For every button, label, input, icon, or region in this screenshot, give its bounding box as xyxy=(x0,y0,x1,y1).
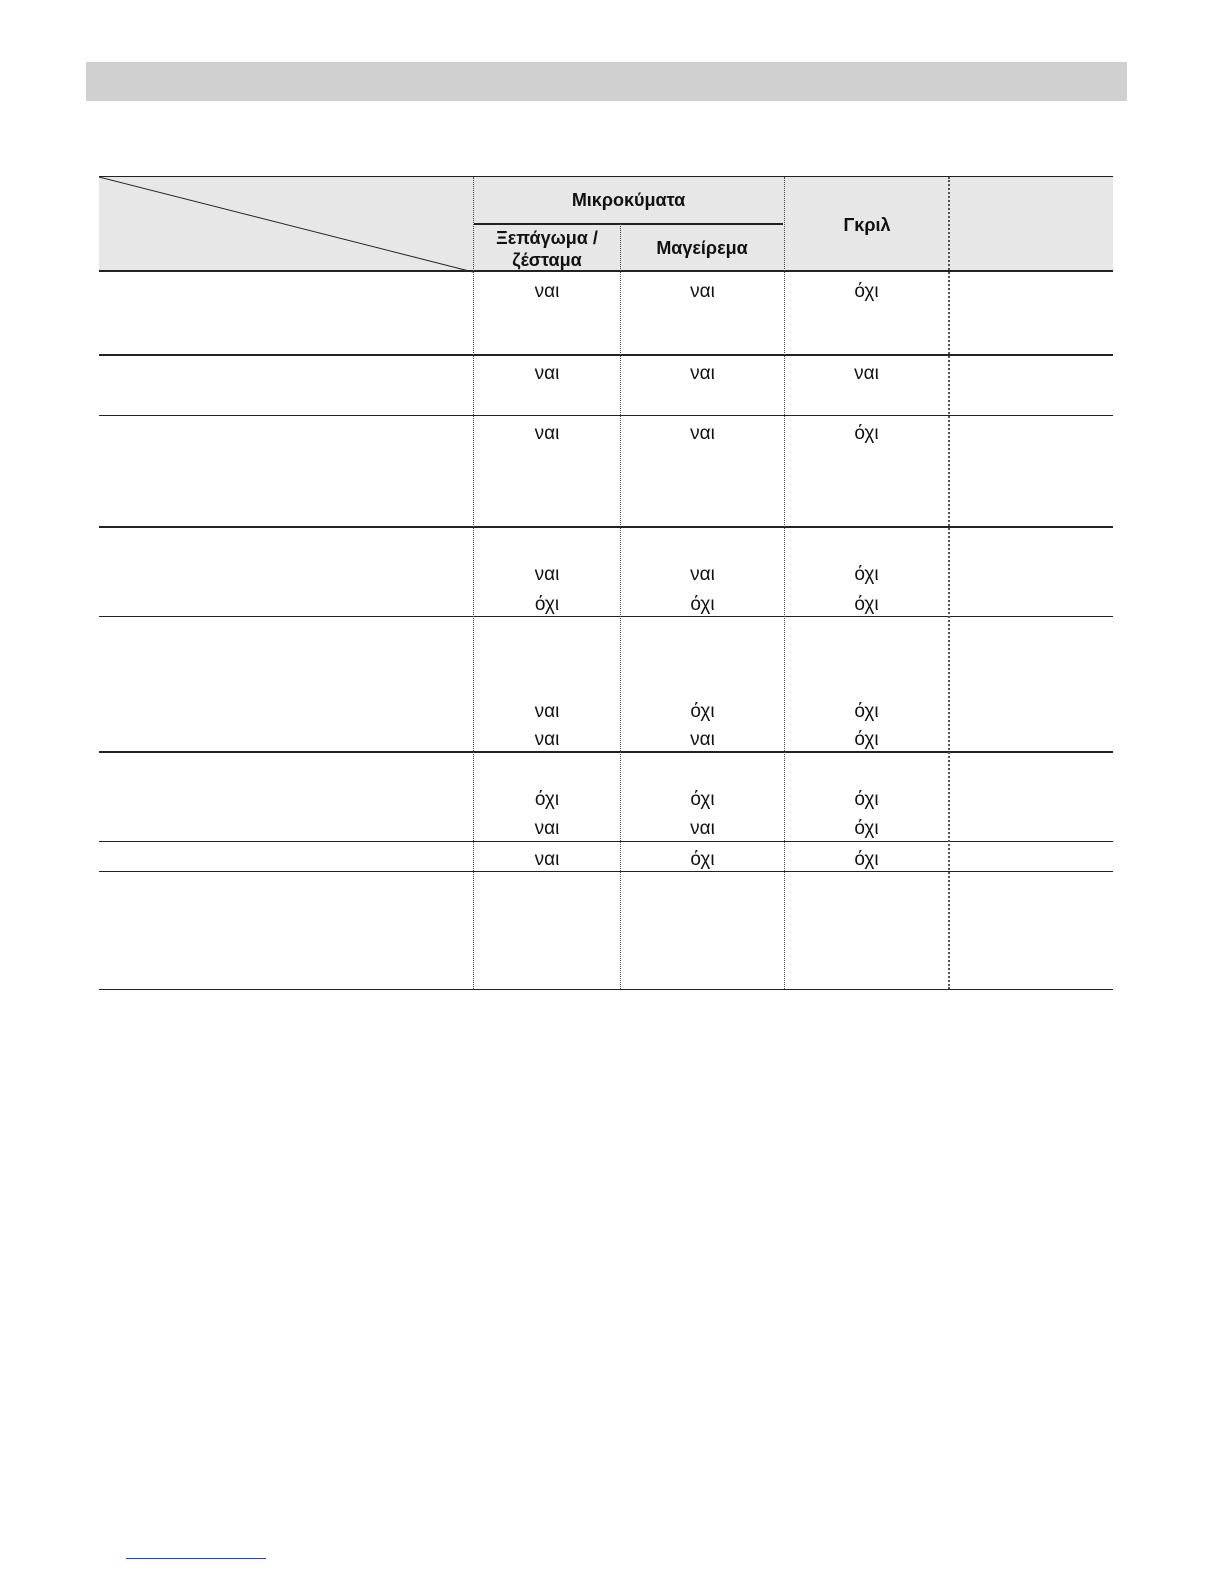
cell-cooking: ναι xyxy=(690,281,715,302)
cell-cooking: ναι xyxy=(690,729,715,750)
header-defrost-reheat: Ξεπάγωμα / ζέσταμα xyxy=(496,228,598,270)
footnote-rule xyxy=(126,1558,266,1559)
cell-defrost: όχι xyxy=(534,594,560,615)
header-microwave-group: Μικροκύματα xyxy=(571,190,686,210)
section-header-band xyxy=(86,62,1127,101)
row-divider xyxy=(99,526,1113,528)
table-bottom-border xyxy=(99,989,1113,990)
cell-cooking: όχι xyxy=(690,789,715,810)
cell-defrost: ναι xyxy=(534,818,560,839)
cell-cooking: όχι xyxy=(690,594,715,615)
header-bottom-border xyxy=(99,270,1113,272)
cell-cooking: ναι xyxy=(690,363,715,384)
cell-defrost: ναι xyxy=(534,701,560,722)
cell-grill: όχι xyxy=(854,423,879,444)
header-diagonal-divider xyxy=(99,177,475,273)
row-divider xyxy=(99,415,1113,416)
cell-defrost: ναι xyxy=(534,729,560,750)
cell-grill: ναι xyxy=(854,363,879,384)
cell-grill: όχι xyxy=(854,281,879,302)
cell-grill: όχι xyxy=(854,789,879,810)
cell-grill: όχι xyxy=(854,729,879,750)
column-divider xyxy=(948,177,950,989)
table-top-border xyxy=(99,176,1113,177)
cell-defrost: ναι xyxy=(534,849,560,870)
cell-defrost: ναι xyxy=(534,363,560,384)
row-divider xyxy=(99,841,1113,842)
header-sub-divider xyxy=(474,223,783,225)
cell-grill: όχι xyxy=(854,849,879,870)
header-cooking: Μαγείρεμα xyxy=(656,238,748,258)
cell-grill: όχι xyxy=(854,594,879,615)
cell-defrost: ναι xyxy=(534,564,560,585)
row-divider xyxy=(99,871,1113,872)
cell-grill: όχι xyxy=(854,564,879,585)
cell-cooking: όχι xyxy=(690,701,715,722)
cell-cooking: όχι xyxy=(690,849,715,870)
cell-grill: όχι xyxy=(854,701,879,722)
row-divider xyxy=(99,616,1113,617)
cell-cooking: ναι xyxy=(690,423,715,444)
cell-defrost: όχι xyxy=(534,789,560,810)
header-grill: Γκριλ xyxy=(843,215,891,235)
cell-defrost: ναι xyxy=(534,281,560,302)
cell-cooking: ναι xyxy=(690,818,715,839)
cell-cooking: ναι xyxy=(690,564,715,585)
row-divider xyxy=(99,354,1113,356)
cell-grill: όχι xyxy=(854,818,879,839)
row-divider xyxy=(99,751,1113,753)
cell-defrost: ναι xyxy=(534,423,560,444)
